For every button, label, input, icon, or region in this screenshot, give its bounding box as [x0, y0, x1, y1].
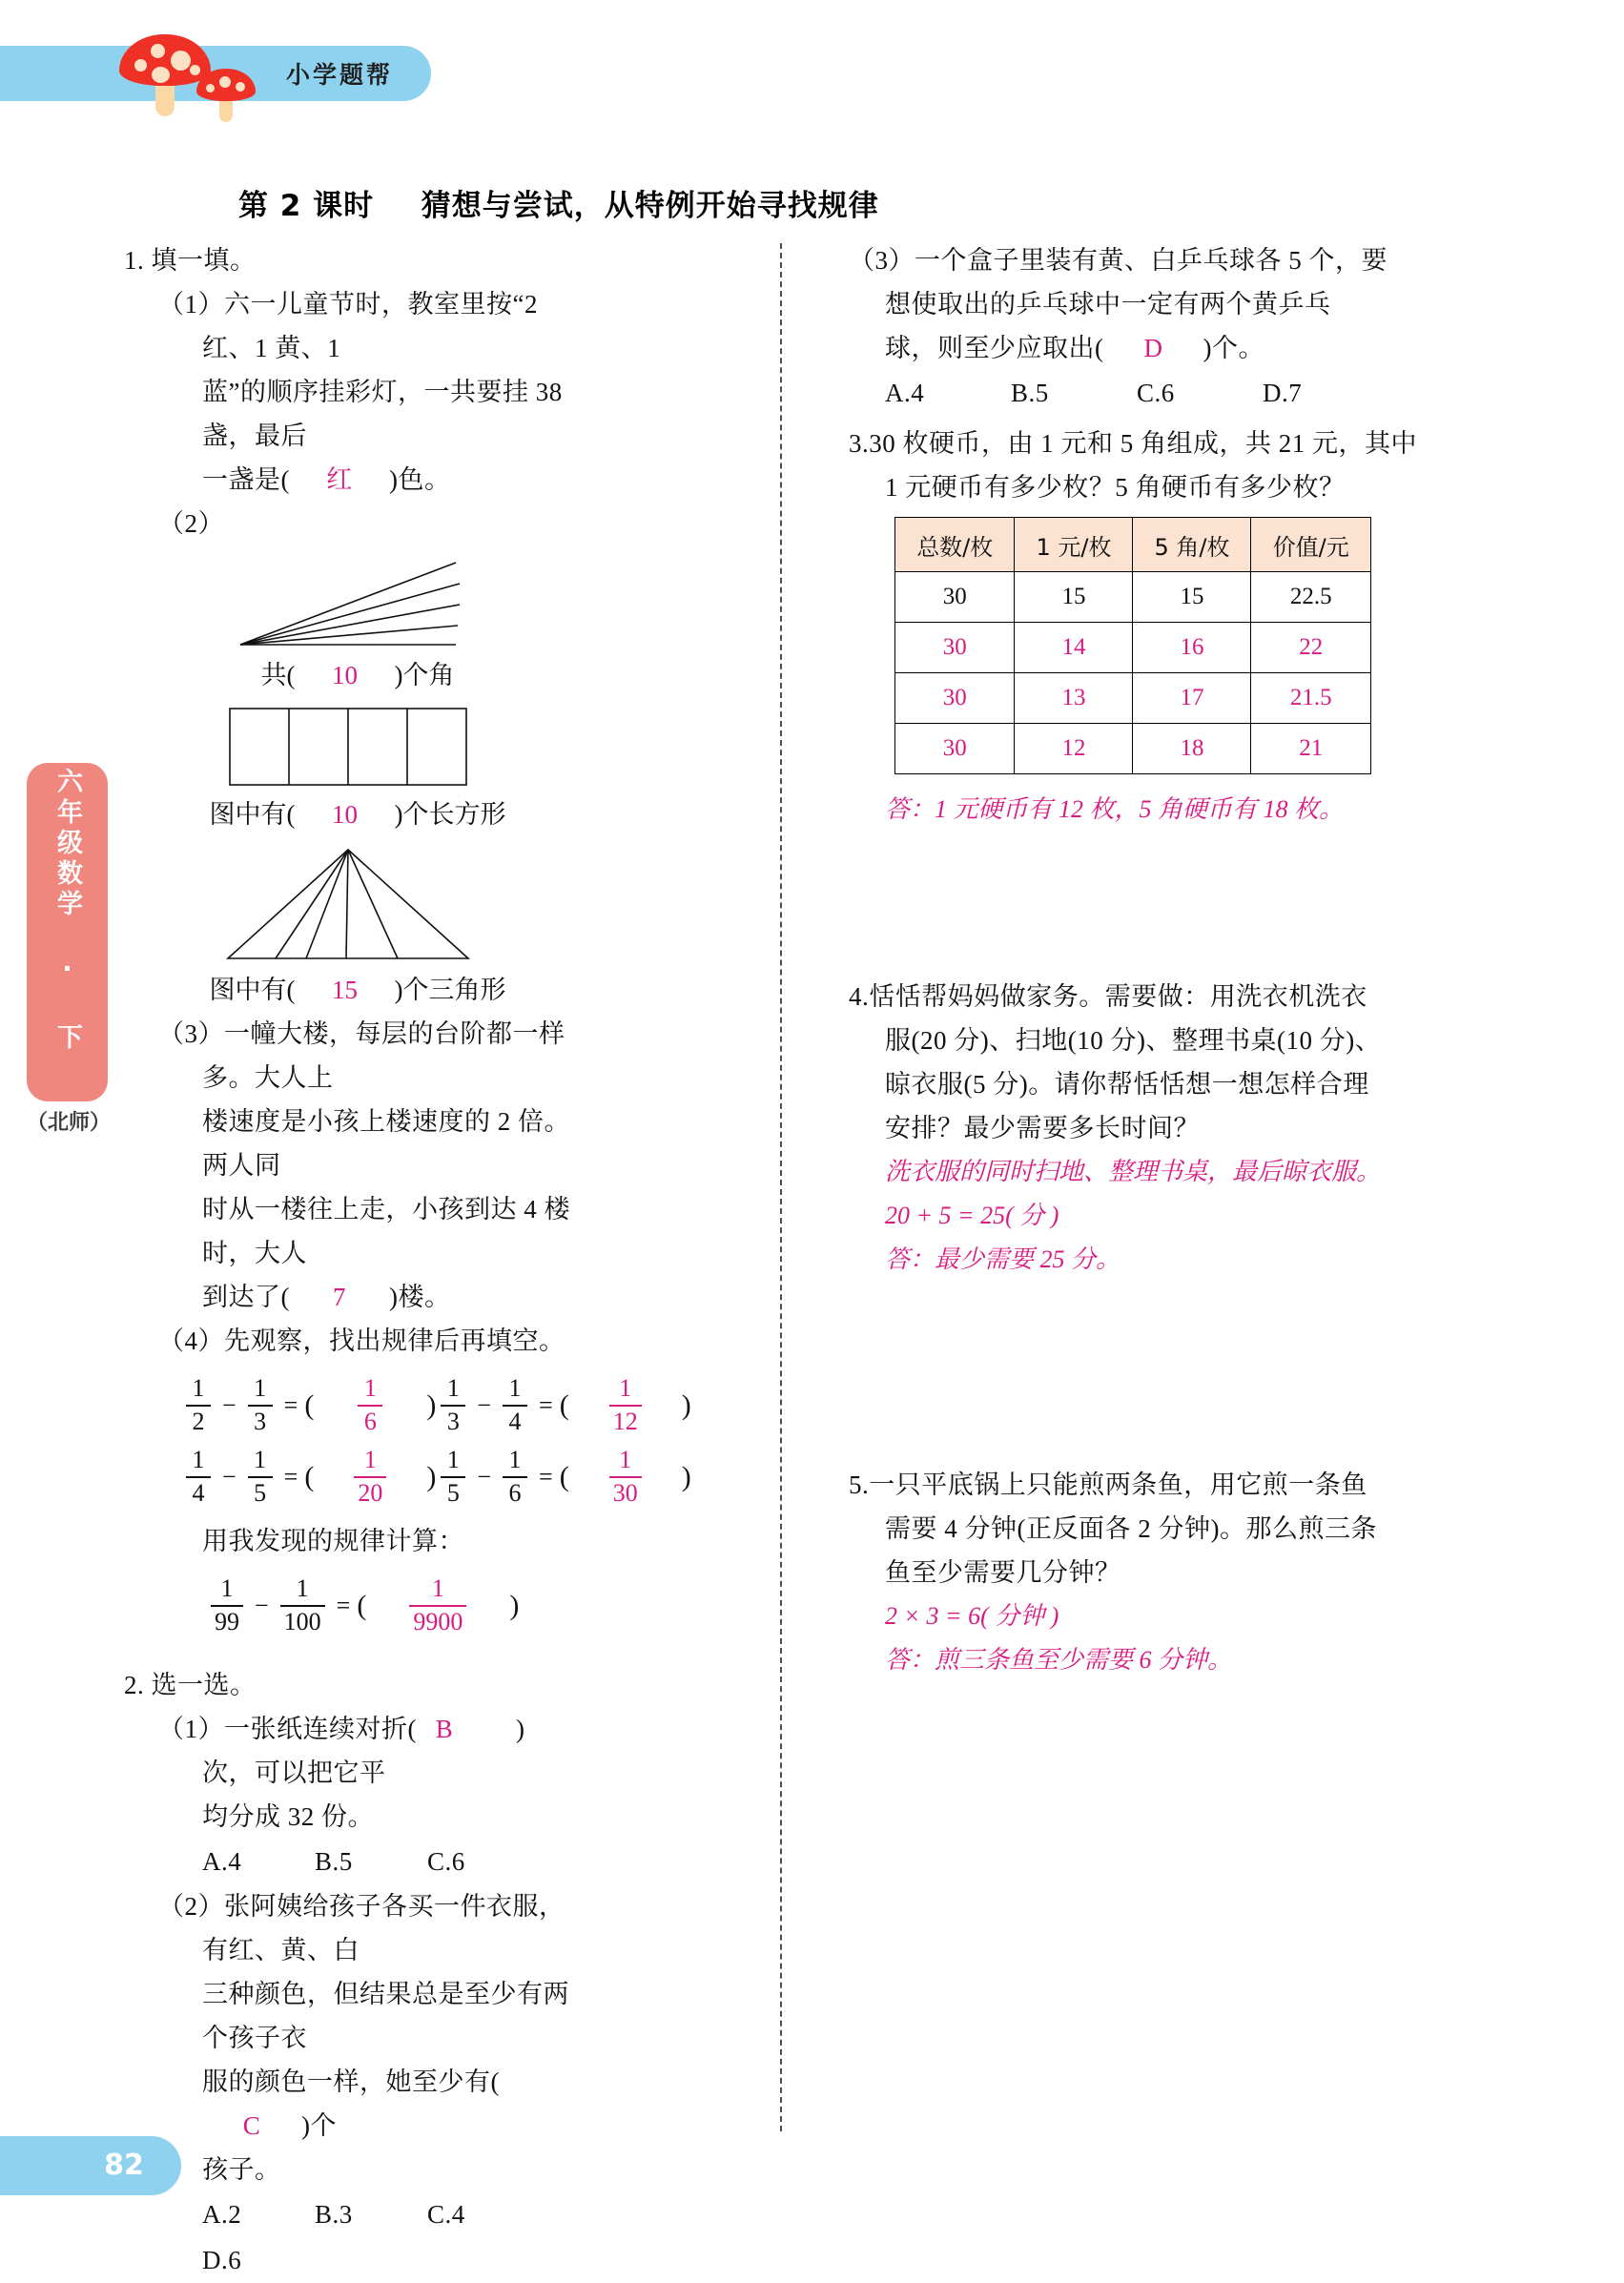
- question-3-number: 3.: [849, 429, 870, 458]
- cell-value[interactable]: 22: [1251, 623, 1371, 673]
- fraction-b-1: $\frac{1}{3}$: [248, 1376, 273, 1434]
- answer-fraction-final[interactable]: $\frac{1}{9900}$: [366, 1576, 509, 1635]
- question-3-line-2: 1 元硬币有多少枚？5 角硬币有多少枚？: [885, 473, 1346, 502]
- answer-fraction-4[interactable]: $\frac{1}{30}$: [569, 1448, 682, 1506]
- question-2-item-2-line-1: （2）张阿姨给孩子各买一件衣服，有红、黄、白: [158, 1892, 565, 1965]
- question-1-item-3-line-3: 时从一楼往上走，小孩到达 4 楼时，大人: [202, 1195, 570, 1267]
- question-2-item-1-line-1: （1）一张纸连续对折( B )次，可以把它平: [124, 1707, 572, 1795]
- rule-text-line: 用我发现的规律计算：: [202, 1527, 464, 1556]
- equals-sign: =: [539, 1462, 553, 1491]
- question-3: [849, 422, 1440, 509]
- question-1-item-3: [124, 1012, 572, 1363]
- fraction-a-2: $\frac{1}{3}$: [441, 1376, 465, 1434]
- cell-jiao[interactable]: 16: [1133, 623, 1251, 673]
- answer-fraction-1[interactable]: $\frac{1}{6}$: [314, 1376, 426, 1434]
- answer-triangle-count[interactable]: 15: [332, 976, 358, 1004]
- question-1-item-2-label: （2）: [158, 509, 224, 538]
- choice-a[interactable]: A.4: [202, 1847, 242, 1877]
- question-4-number: 4.: [849, 982, 870, 1011]
- fraction-a-4: $\frac{1}{5}$: [441, 1448, 465, 1506]
- choice-a[interactable]: A.4: [885, 379, 925, 407]
- choice-b[interactable]: B.5: [315, 1847, 353, 1877]
- fraction-a-1: $\frac{1}{2}$: [186, 1376, 211, 1434]
- cell-yuan[interactable]: 13: [1015, 673, 1133, 724]
- table-header-value: 价值/元: [1251, 518, 1371, 572]
- choice-c[interactable]: C.4: [427, 2200, 465, 2230]
- choice-c[interactable]: C.6: [427, 1847, 465, 1877]
- grade-side-tab-label: 六年级数学 · 下: [52, 768, 82, 1054]
- coin-table: [894, 517, 1371, 774]
- table-row: [895, 724, 1371, 774]
- table-row: [895, 673, 1371, 724]
- question-2-item-1-choices: [124, 1839, 572, 1884]
- question-2-prompt: 选一选。: [151, 1671, 257, 1700]
- page-title: [238, 181, 1287, 224]
- question-2-item-2-line-2: 三种颜色，但结果总是至少有两个孩子衣: [202, 1980, 569, 2053]
- answer-fold-choice[interactable]: B: [435, 1715, 454, 1744]
- cell-value: 22.5: [1251, 572, 1371, 623]
- question-2-item-1-line-2: 均分成 32 份。: [202, 1802, 374, 1832]
- question-1-item-3-choices: [849, 370, 1440, 416]
- question-5-line-1: 5.一只平底锅上只能煎两条鱼，用它煎一条鱼: [849, 1471, 1367, 1499]
- question-2: [124, 1663, 572, 2283]
- angle-fan-figure: [219, 551, 477, 651]
- question-1: [124, 238, 572, 545]
- question-1-item-3-right: [849, 238, 1440, 416]
- question-1-item-3-line-2: 楼速度是小孩上楼速度的 2 倍。两人同: [202, 1107, 570, 1180]
- cell-total[interactable]: 30: [895, 724, 1015, 774]
- question-1-prompt: 填一填。: [151, 246, 257, 275]
- angle-figure-caption: 共( 10 )个角: [124, 653, 572, 697]
- answer-floor-number[interactable]: 7: [333, 1283, 346, 1311]
- choice-d[interactable]: D.7: [1263, 379, 1303, 407]
- fraction-a-final: $\frac{1}{99}$: [211, 1576, 243, 1635]
- right-item-3-label: （3）: [849, 246, 915, 275]
- table-header-yuan: 1 元/枚: [1015, 518, 1133, 572]
- question-1-item-4-line-1: （4）先观察，找出规律后再填空。: [158, 1327, 565, 1355]
- question-2-item-2-line-3: 服的颜色一样，她至少有(C )个: [124, 2060, 572, 2148]
- question-5-solution-1: 2 × 3 = 6( 分钟 ): [885, 1602, 1059, 1630]
- right-item-3-line-3: 球，则至少应取出( D )个。: [849, 326, 1440, 370]
- question-4-line-1: 4.恬恬帮妈妈做家务。需要做：用洗衣机洗衣: [849, 982, 1367, 1011]
- table-row: [895, 623, 1371, 673]
- triangle-fan-figure: [205, 842, 491, 966]
- question-1-item-3-line-4: 到达了( 7 )楼。: [124, 1275, 572, 1319]
- question-4-solution-1: 洗衣服的同时扫地、整理书桌，最后晾衣服。: [885, 1158, 1382, 1185]
- question-5-line-2: 需要 4 分钟(正反面各 2 分钟)。那么煎三条: [885, 1514, 1377, 1543]
- question-4-line-2: 服(20 分)、扫地(10 分)、整理书桌(10 分)、: [885, 1026, 1382, 1055]
- table-header-row: [895, 518, 1371, 572]
- question-1-item-1-line-1: （1）六一儿童节时，教室里按“2 红、1 黄、1: [158, 290, 538, 362]
- equals-sign: =: [539, 1390, 553, 1419]
- table-header-total: 总数/枚: [895, 518, 1015, 572]
- lesson-name: 猜想与尝试，从特例开始寻找规律: [421, 189, 879, 223]
- fraction-equation-final: $\frac{1}{99}$ − $\frac{1}{100}$ = ( $\frac{1}{9900}$ ): [124, 1576, 572, 1635]
- cell-yuan: 15: [1015, 572, 1133, 623]
- minus-sign: −: [222, 1462, 236, 1491]
- question-4-answer: 答：最少需要 25 分。: [885, 1245, 1121, 1273]
- page-number: 82: [104, 2149, 144, 2182]
- right-item-3-line-1: （3）一个盒子里装有黄、白乒乓球各 5 个，要: [849, 246, 1388, 275]
- fraction-b-final: $\frac{1}{100}$: [280, 1576, 325, 1635]
- question-5: [849, 1463, 1440, 1594]
- question-5-line-3: 鱼至少需要几分钟？: [885, 1558, 1121, 1587]
- lesson-number: 第 2 课时: [238, 189, 375, 223]
- minus-sign: −: [477, 1390, 492, 1419]
- question-3-answer: 答：1 元硬币有 12 枚，5 角硬币有 18 枚。: [885, 795, 1345, 823]
- choice-c[interactable]: C.6: [1137, 379, 1175, 407]
- brand-title: 小学题帮: [286, 61, 394, 89]
- question-4: [849, 975, 1440, 1150]
- cell-total[interactable]: 30: [895, 623, 1015, 673]
- choice-b[interactable]: B.3: [315, 2200, 353, 2230]
- answer-pingpong-choice[interactable]: D: [1143, 334, 1163, 362]
- fraction-b-2: $\frac{1}{4}$: [503, 1376, 527, 1434]
- cell-value[interactable]: 21.5: [1251, 673, 1371, 724]
- question-2-number: 2.: [124, 1671, 145, 1700]
- right-column: [849, 238, 1440, 1682]
- item-1-label: （1）: [158, 290, 224, 319]
- table-header-jiao: 5 角/枚: [1133, 518, 1251, 572]
- choice-b[interactable]: B.5: [1011, 379, 1049, 407]
- cell-jiao[interactable]: 17: [1133, 673, 1251, 724]
- answer-fraction-2[interactable]: $\frac{1}{12}$: [569, 1376, 682, 1434]
- q2-item-2-label: （2）: [158, 1892, 224, 1922]
- rectangle-figure-caption: 图中有( 10 )个长方形: [124, 792, 572, 836]
- question-5-answer: 答：煎三条鱼至少需要 6 分钟。: [885, 1646, 1233, 1674]
- triangle-figure-caption: 图中有( 15 )个三角形: [124, 968, 572, 1012]
- grade-side-tab: [27, 763, 108, 1101]
- fraction-equation-row-1: $\frac{1}{2}$ − $\frac{1}{3}$ = ( $\frac{1}{6}$ ) $\frac{1}{3}$ − $\frac{1}{4}$ = ( $\frac{1}{12}$ ): [124, 1376, 572, 1434]
- question-2-item-2-line-4: 孩子。: [202, 2155, 281, 2185]
- publisher-label: （北师）: [27, 1111, 112, 1135]
- fraction-b-3: $\frac{1}{5}$: [248, 1448, 273, 1506]
- cell-jiao[interactable]: 18: [1133, 724, 1251, 774]
- choice-a[interactable]: A.2: [202, 2200, 242, 2230]
- equals-sign: =: [283, 1462, 298, 1491]
- question-1-heading: [124, 238, 572, 282]
- equals-sign: =: [336, 1591, 351, 1619]
- cell-yuan[interactable]: 14: [1015, 623, 1133, 673]
- equals-sign: =: [283, 1390, 298, 1419]
- left-column: [124, 238, 691, 2283]
- question-1-item-1-line-3: 一盏是( 红 )色。: [124, 458, 572, 502]
- question-1-number: 1.: [124, 246, 145, 275]
- column-divider: [780, 243, 782, 2131]
- fraction-b-4: $\frac{1}{6}$: [503, 1448, 527, 1506]
- minus-sign: −: [477, 1462, 492, 1491]
- question-2-heading: [124, 1663, 572, 1707]
- question-1-item-3-line-1: （3）一幢大楼，每层的台阶都一样多。大人上: [158, 1019, 565, 1092]
- cell-yuan[interactable]: 12: [1015, 724, 1133, 774]
- fraction-a-3: $\frac{1}{4}$: [186, 1448, 211, 1506]
- question-5-number: 5.: [849, 1471, 870, 1499]
- item-3-label: （3）: [158, 1019, 224, 1048]
- answer-rectangle-count[interactable]: 10: [332, 800, 358, 829]
- fraction-equation-row-2: $\frac{1}{4}$ − $\frac{1}{5}$ = ( $\frac{1}{20}$ ) $\frac{1}{5}$ − $\frac{1}{6}$ = ( $\frac{1}{30}$ ): [124, 1448, 572, 1506]
- answer-angle-count[interactable]: 10: [332, 661, 358, 689]
- cell-jiao: 15: [1133, 572, 1251, 623]
- question-1-item-1-line-2: 蓝”的顺序挂彩灯，一共要挂 38 盏，最后: [202, 378, 563, 450]
- cell-value[interactable]: 21: [1251, 724, 1371, 774]
- table-row: [895, 572, 1371, 623]
- item-4-label: （4）: [158, 1327, 224, 1355]
- minus-sign: −: [255, 1591, 269, 1619]
- question-4-solution-2: 20 + 5 = 25( 分 ): [885, 1202, 1059, 1229]
- cell-total[interactable]: 30: [895, 673, 1015, 724]
- rectangle-strip-figure: [224, 703, 472, 791]
- minus-sign: −: [222, 1390, 236, 1419]
- question-4-line-4: 安排？最少需要多长时间？: [885, 1114, 1200, 1142]
- question-4-line-3: 晾衣服(5 分)。请你帮恬恬想一想怎样合理: [885, 1070, 1369, 1099]
- question-2-item-2-choices: [124, 2191, 572, 2283]
- mushroom-small-icon: [196, 63, 256, 113]
- answer-children-choice[interactable]: C: [242, 2111, 261, 2141]
- question-3-line-1: 3.30 枚硬币，由 1 元和 5 角组成，共 21 元，其中: [849, 429, 1417, 458]
- answer-fraction-3[interactable]: $\frac{1}{20}$: [314, 1448, 426, 1506]
- q2-item-1-label: （1）: [158, 1715, 224, 1744]
- choice-d[interactable]: D.6: [202, 2246, 242, 2275]
- right-item-3-line-2: 想使取出的乒乓球中一定有两个黄乒乓: [885, 290, 1331, 319]
- cell-total: 30: [895, 572, 1015, 623]
- answer-lantern-color[interactable]: 红: [326, 465, 353, 494]
